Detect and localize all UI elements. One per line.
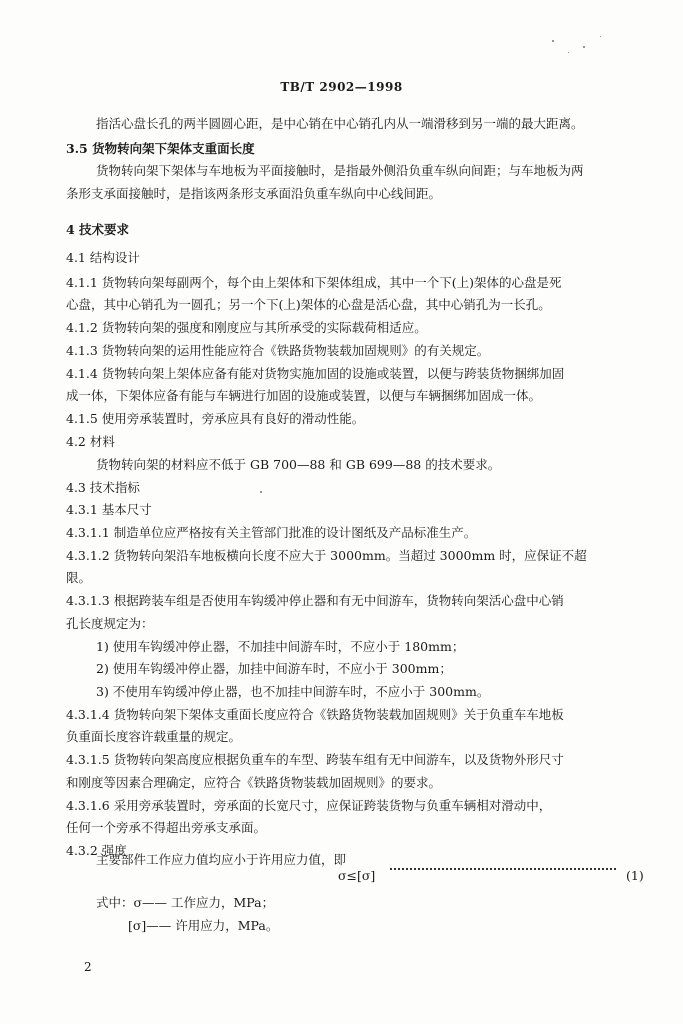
page-number: 2 bbox=[84, 960, 92, 974]
text-line: 式中：σ—— 工作应力，MPa； bbox=[96, 895, 275, 910]
scan-speck bbox=[552, 40, 554, 42]
section-heading: 3.5 货物转向架下架体支重面长度 bbox=[66, 141, 255, 156]
text-line: 4.1.5 使用旁承装置时，旁承应具有良好的滑动性能。 bbox=[66, 411, 365, 426]
text-line: 条形支承面接触时，是指该两条形支承面沿负重车纵向中心线间距。 bbox=[66, 186, 442, 201]
text-line: 4.3.1.4 货物转向架下架体支重面长度应符合《铁路货物装载加固规则》关于负重车车地板 bbox=[66, 707, 564, 722]
list-item: 1) 使用车钩缓冲停止器，不加挂中间游车时，不应小于 180mm； bbox=[96, 639, 465, 654]
text-line: 4.3.1.1 制造单位应严格按有关主管部门批准的设计图纸及产品标准生产。 bbox=[66, 525, 477, 540]
text-line: 负重面长度容许载重量的规定。 bbox=[66, 729, 242, 744]
section-heading: 4.1 结构设计 bbox=[66, 250, 140, 265]
subsection-heading: 4.3.2 强度 bbox=[66, 843, 127, 858]
text-line: 货物转向架的材料应不低于 GB 700—88 和 GB 699—88 的技术要求。 bbox=[96, 457, 501, 472]
page-header: TB/T 2902—1998 bbox=[280, 80, 403, 94]
text-line: 心盘，其中心销孔为一圆孔；另一个下(上)架体的心盘是活心盘，其中心销孔为一长孔。 bbox=[66, 297, 551, 312]
text-line: 4.1.4 货物转向架上架体应备有能对货物实施加固的设施或装置，以便与跨装货物捆绑加固 bbox=[66, 366, 565, 381]
text-line: 孔长度规定为： bbox=[66, 616, 154, 631]
scan-speck bbox=[260, 491, 262, 493]
text-line: 成一体，下架体应备有能与车辆进行加固的设施或装置，以便与车辆捆绑加固成一体。 bbox=[66, 388, 542, 403]
text-line: 限。 bbox=[66, 570, 92, 585]
text-line: 4.1.3 货物转向架的运用性能应符合《铁路货物装载加固规则》的有关规定。 bbox=[66, 343, 490, 358]
list-item: 3) 不使用车钩缓冲停止器，也不加挂中间游车时，不应小于 300mm。 bbox=[96, 684, 490, 699]
text-line: 4.3.1.6 采用旁承装置时，旁承面的长宽尺寸，应保证跨装货物与负重车辆相对滑动中， bbox=[66, 798, 552, 813]
text-line: 4.1.2 货物转向架的强度和刚度应与其所承受的实际载荷相适应。 bbox=[66, 320, 427, 335]
text-line: 4.1.1 货物转向架每副两个，每个由上架体和下架体组成，其中一个下(上)架体的心盘是死 bbox=[66, 275, 562, 290]
chapter-heading: 4 技术要求 bbox=[66, 222, 130, 237]
scan-speck bbox=[600, 36, 601, 37]
text-line: 任何一个旁承不得超出旁承支承面。 bbox=[66, 820, 267, 835]
formula-expression: σ≤[σ] bbox=[338, 868, 376, 883]
subsection-heading: 4.3.1 基本尺寸 bbox=[66, 502, 152, 517]
text-line: 4.3.1.2 货物转向架沿车地板横向长度不应大于 3000mm。当超过 3000mm 时，应保证不超 bbox=[66, 548, 587, 563]
section-heading: 4.3 技术指标 bbox=[66, 480, 140, 495]
leader-dots bbox=[390, 868, 616, 870]
text-line: [σ]—— 许用应力，MPa。 bbox=[128, 918, 279, 933]
text-line: 货物转向架下架体与车地板为平面接触时，是指最外侧沿负重车纵向间距；与车地板为两 bbox=[96, 163, 584, 178]
equation-number: (1) bbox=[626, 868, 644, 883]
scan-speck bbox=[583, 46, 585, 48]
text-line: 4.3.1.5 货物转向架高度应根据负重车的车型、跨装车组有无中间游车，以及货物外形尺寸 bbox=[66, 752, 564, 767]
text-line: 和刚度等因素合理确定，应符合《铁路货物装载加固规则》的要求。 bbox=[66, 775, 442, 790]
text-line: 4.3.1.3 根据跨装车组是否使用车钩缓冲停止器和有无中间游车，货物转向架活心盘中心销 bbox=[66, 593, 564, 608]
section-heading: 4.2 材料 bbox=[66, 434, 115, 449]
text-line: 主要部件工作应力值均应小于许用应力值，即 bbox=[96, 852, 347, 867]
list-item: 2) 使用车钩缓冲停止器，加挂中间游车时，不应小于 300mm； bbox=[96, 661, 452, 676]
text-line: 指活心盘长孔的两半圆圆心距，是中心销在中心销孔内从一端滑移到另一端的最大距离。 bbox=[96, 116, 584, 131]
scan-speck bbox=[568, 52, 569, 53]
